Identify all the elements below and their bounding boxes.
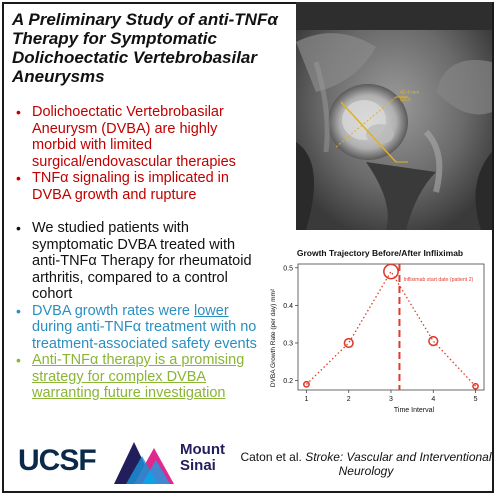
bullet-dot: •	[16, 352, 21, 368]
mount-sinai-mountain-icon	[112, 436, 178, 486]
y-tick-label: 0.2	[283, 378, 293, 386]
x-tick-label: 2	[346, 396, 351, 403]
chart-xlabel: Time Interval	[393, 407, 435, 414]
mri-measure-label: 40.4 mm	[400, 90, 420, 96]
y-tick-label: 0.3	[283, 340, 293, 348]
series-line	[306, 272, 475, 387]
growth-chart	[262, 240, 492, 420]
y-tick-label: 0.5	[283, 265, 293, 273]
bullet-growth-rates: • DVBA growth rates were lower during anti-TNFα treatment with no treatment-associated safety events	[16, 302, 257, 352]
mri-measure-sublabel: (DD)	[400, 97, 411, 103]
x-tick-label: 5	[473, 396, 478, 403]
x-tick-label: 1	[304, 396, 309, 403]
footer	[0, 430, 500, 490]
background-bullets	[8, 104, 258, 203]
mri-scan-graphic	[296, 2, 492, 230]
bullet-tnf-signaling: • TNFα signaling is implicated in DVBA growth and rupture	[16, 170, 229, 203]
chart-title: Growth Trajectory Before/After Infliximab	[296, 248, 464, 258]
findings-bullets	[8, 220, 258, 402]
bullet-conclusion: • Anti-TNFα therapy is a promising strategy for complex DVBA warranting future investigation	[16, 352, 245, 401]
mount-sinai-wordmark: Mount Sinai	[180, 441, 225, 474]
bullet-dot: •	[16, 220, 21, 236]
bullet-dot: •	[16, 104, 21, 120]
data-point	[384, 264, 398, 278]
infliximab-annotation: Infliximab start date (patient 2)	[403, 276, 474, 283]
data-point	[429, 337, 438, 346]
mri-image	[296, 2, 492, 230]
x-tick-label: 4	[431, 396, 436, 403]
underlined-lower: lower	[194, 302, 229, 319]
chart-ylabel: DVBA Growth Rate (per day) mm²	[270, 288, 277, 388]
data-point	[344, 339, 353, 348]
poster-title: A Preliminary Study of anti-TNFα Therapy for Symptomatic Dolichoectatic Vertebrobasilar Aneurysms	[12, 10, 278, 86]
journal-name: Stroke: Vascular and Interventional Neurology	[305, 450, 492, 478]
citation: Caton et al. Stroke: Vascular and Interventional Neurology	[240, 450, 492, 478]
ucsf-logo: UCSF	[18, 444, 96, 477]
y-tick-label: 0.4	[283, 302, 293, 310]
growth-chart-svg	[262, 240, 492, 420]
data-point	[473, 384, 478, 389]
bullet-dot: •	[16, 170, 21, 186]
x-tick-label: 3	[389, 396, 393, 403]
bullet-study-design: • We studied patients with symptomatic DVBA treated with anti-TNFα Therapy for rheumatoid arthritis, compared to a control cohort	[16, 220, 252, 302]
bullet-dot: •	[16, 302, 21, 319]
bullet-dvba-morbid: • Dolichoectatic Vertebrobasilar Aneurysm (DVBA) are highly morbid with limited surgical/endovascular therapies	[16, 104, 236, 170]
data-point	[304, 382, 309, 387]
